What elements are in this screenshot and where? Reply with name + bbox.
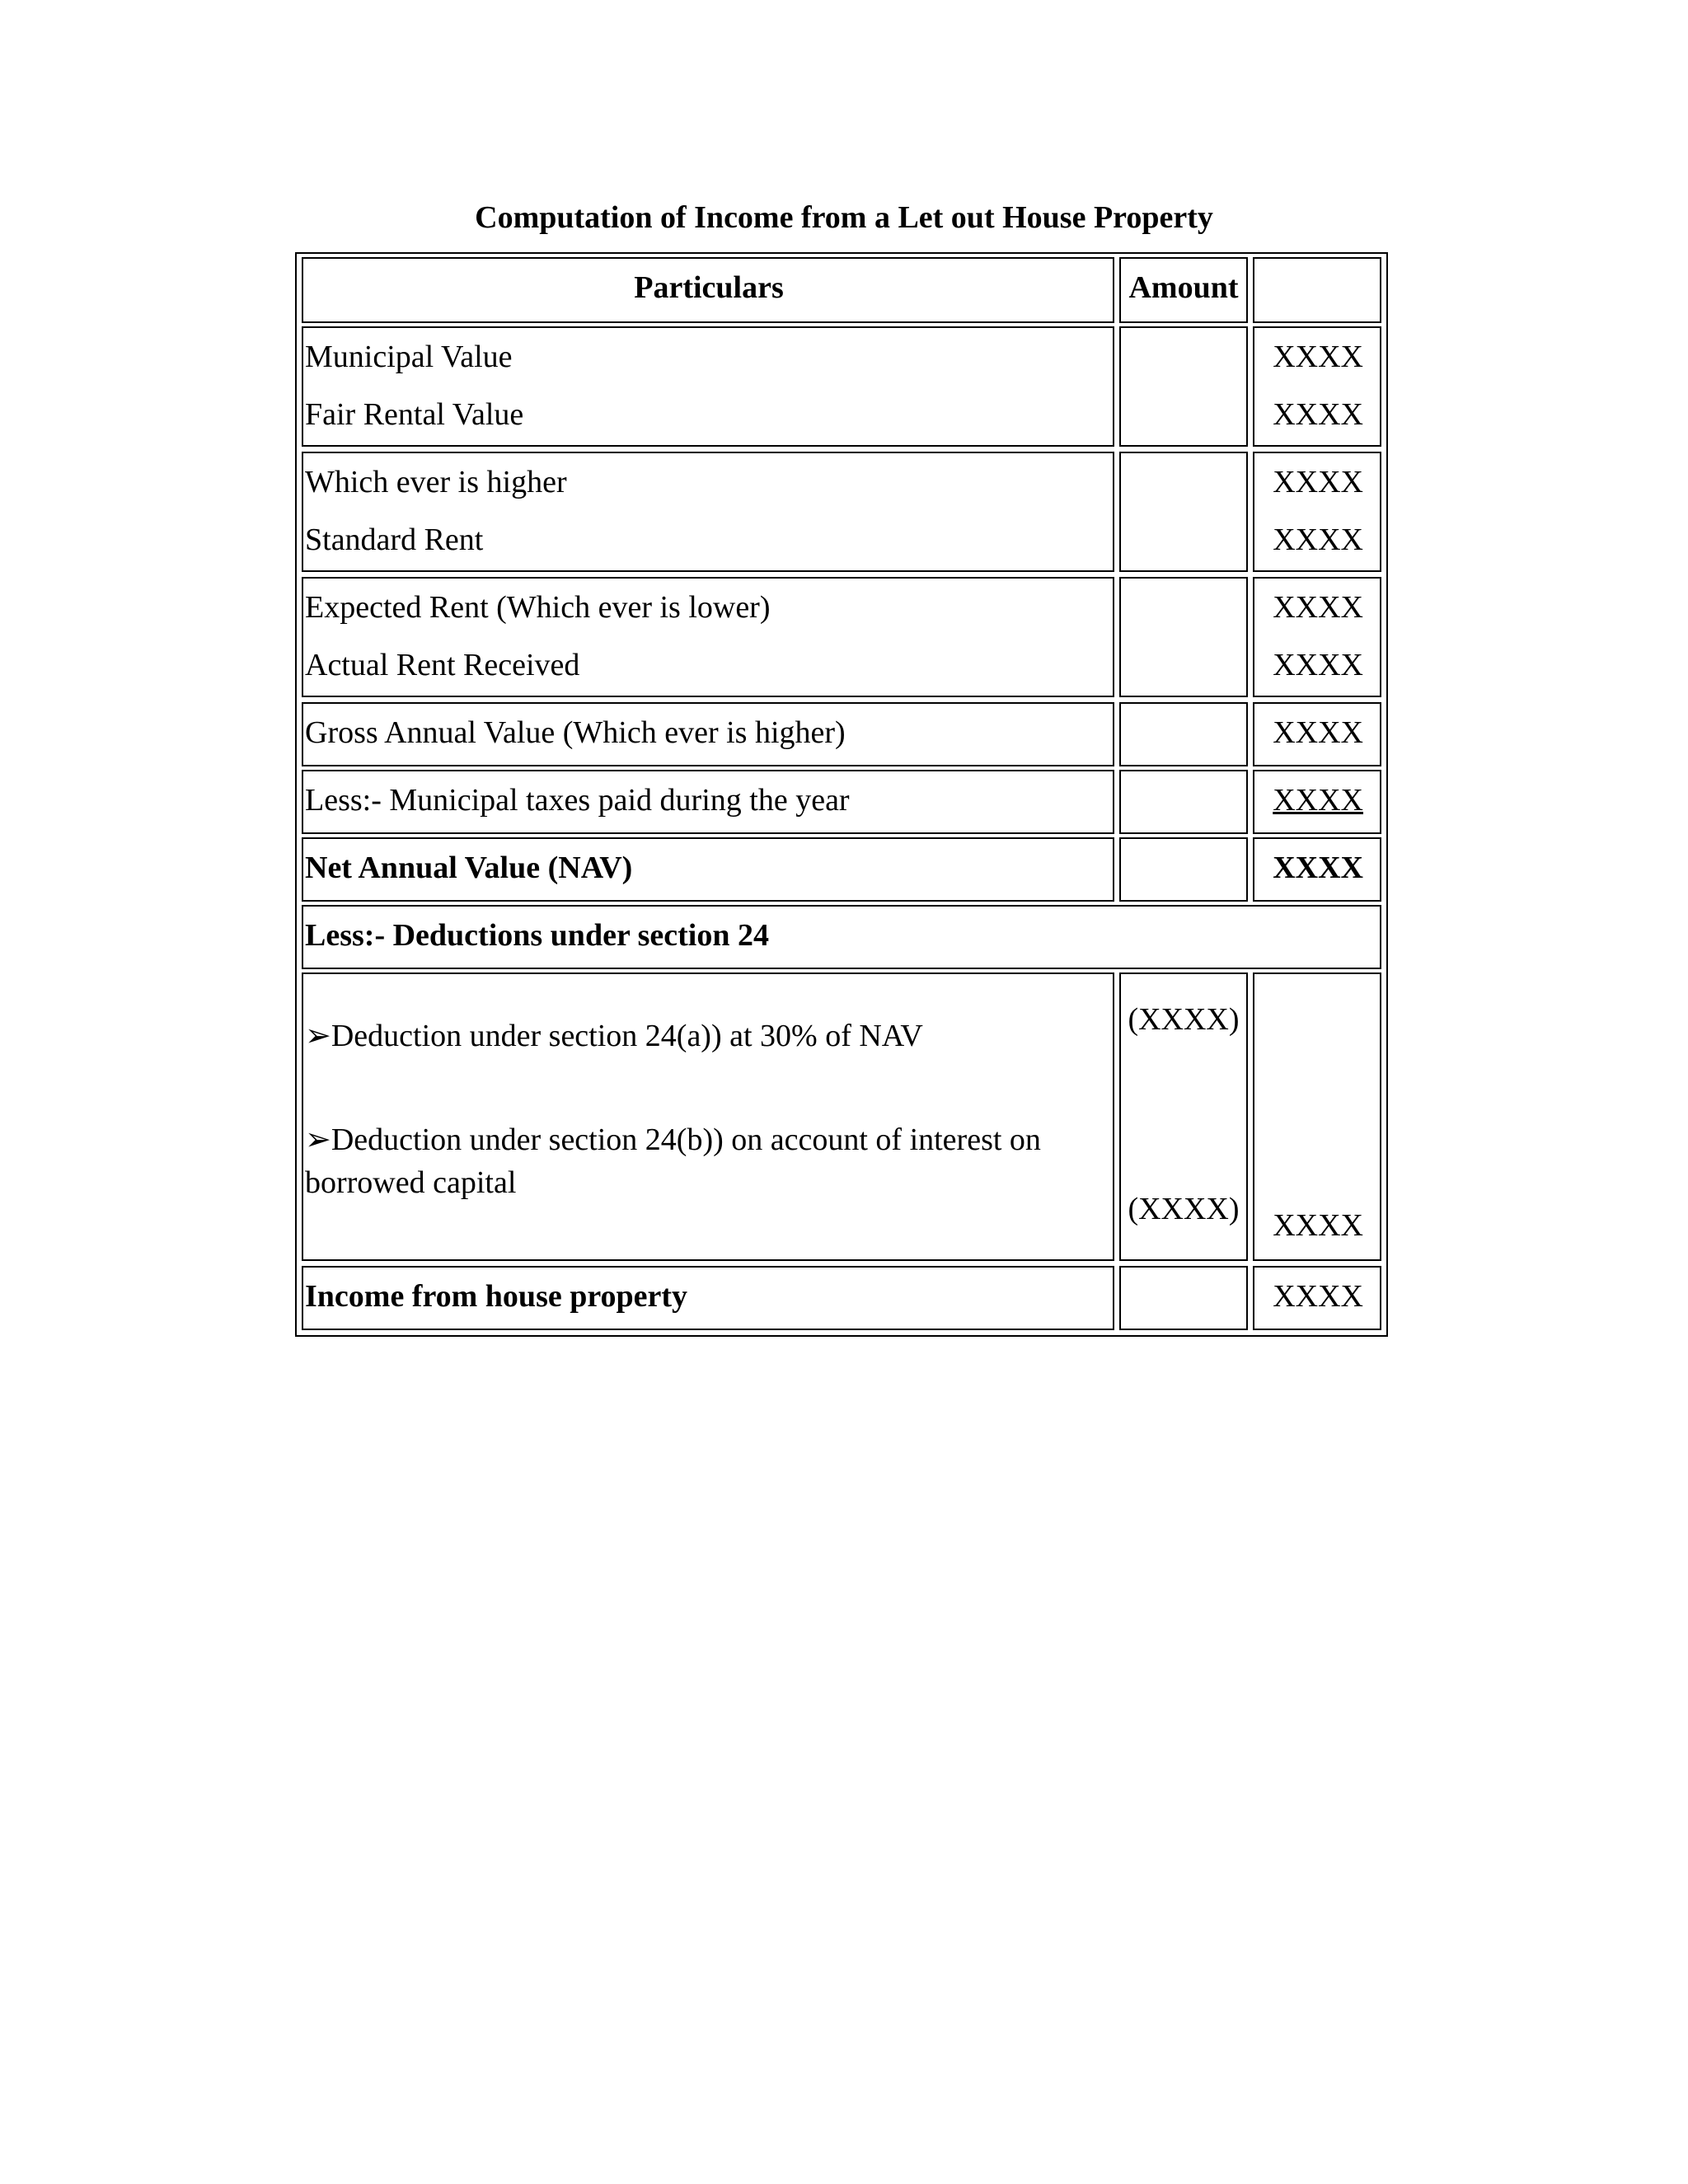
municipal-taxes-label: Less:- Municipal taxes paid during the year xyxy=(302,770,1114,834)
nav-label: Net Annual Value (NAV) xyxy=(302,837,1114,902)
amount-cell xyxy=(1119,326,1248,447)
fair-rental-value-total: XXXX xyxy=(1273,397,1363,432)
municipal-value-label: Municipal Value xyxy=(305,340,513,374)
gross-annual-value-total: XXXX xyxy=(1253,702,1381,766)
deduction-24a-label: Deduction under section 24(a)) at 30% of NAV xyxy=(331,1019,923,1053)
arrow-bullet-icon: ➢ xyxy=(305,1019,331,1053)
table-row-deductions xyxy=(302,972,1114,1261)
actual-rent-label: Actual Rent Received xyxy=(305,648,580,682)
whichever-higher-total: XXXX xyxy=(1273,465,1363,499)
deductions-heading: Less:- Deductions under section 24 xyxy=(302,905,1381,969)
table-row-expected-actual xyxy=(302,577,1114,697)
deduction-24b-amount: (XXXX) xyxy=(1128,1192,1240,1226)
gross-annual-value-label: Gross Annual Value (Which ever is higher) xyxy=(302,702,1114,766)
expected-rent-total: XXXX xyxy=(1273,590,1363,625)
standard-rent-label: Standard Rent xyxy=(305,523,484,557)
deductions-total: XXXX xyxy=(1273,1208,1363,1243)
standard-rent-total: XXXX xyxy=(1273,523,1363,557)
municipal-taxes-total-cell xyxy=(1253,770,1381,834)
fair-rental-value-label: Fair Rental Value xyxy=(305,397,524,432)
actual-rent-total: XXXX xyxy=(1273,648,1363,682)
municipal-taxes-total: XXXX xyxy=(1273,783,1363,818)
amount-cell xyxy=(1119,837,1248,902)
total-cell xyxy=(1253,326,1381,447)
amount-cell xyxy=(1119,452,1248,572)
amount-cell xyxy=(1119,1266,1248,1330)
header-amount: Amount xyxy=(1119,257,1248,323)
deduction-24b-label-cont: borrowed capital xyxy=(305,1165,517,1200)
municipal-value-total: XXXX xyxy=(1273,340,1363,374)
header-particulars: Particulars xyxy=(302,257,1114,323)
amount-cell xyxy=(1119,702,1248,766)
deduction-24a-line xyxy=(305,1007,923,1065)
expected-rent-label: Expected Rent (Which ever is lower) xyxy=(305,590,771,625)
income-total: XXXX xyxy=(1253,1266,1381,1330)
amount-cell xyxy=(1119,577,1248,697)
deductions-amount-cell xyxy=(1119,972,1248,1261)
deductions-total-cell xyxy=(1253,972,1381,1261)
deduction-24a-amount: (XXXX) xyxy=(1128,1002,1240,1037)
total-cell xyxy=(1253,452,1381,572)
arrow-bullet-icon: ➢ xyxy=(305,1122,331,1157)
table-row-higher-standard xyxy=(302,452,1114,572)
document-title: Computation of Income from a Let out House Property xyxy=(475,200,1213,235)
nav-total: XXXX xyxy=(1253,837,1381,902)
total-cell xyxy=(1253,577,1381,697)
income-label: Income from house property xyxy=(302,1266,1114,1330)
deduction-24b-label: Deduction under section 24(b)) on account of interest on xyxy=(331,1122,1041,1157)
header-total xyxy=(1253,257,1381,323)
whichever-higher-label: Which ever is higher xyxy=(305,465,567,499)
table-row-municipal-fair xyxy=(302,326,1114,447)
amount-cell xyxy=(1119,770,1248,834)
